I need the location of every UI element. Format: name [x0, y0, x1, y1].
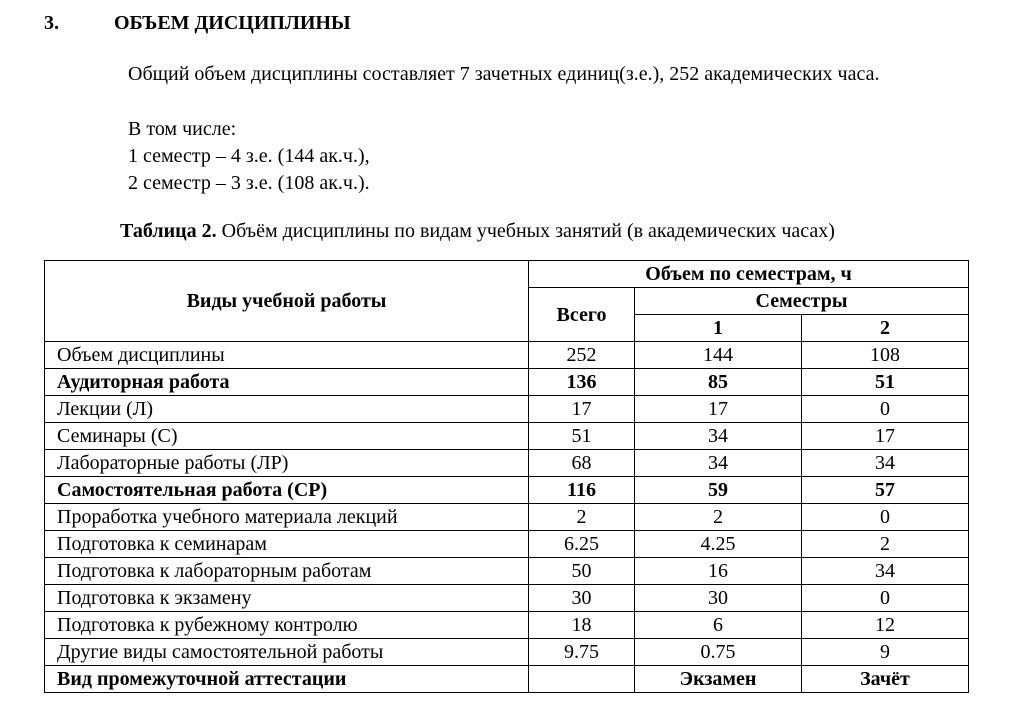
intro-semester-1: 1 семестр – 4 з.е. (144 ак.ч.),: [128, 145, 370, 167]
row-semester-2: Зачёт: [802, 666, 969, 693]
row-total: 136: [529, 369, 635, 396]
row-total: 17: [529, 396, 635, 423]
workload-table: [44, 260, 969, 693]
table-row: [45, 423, 969, 450]
row-semester-1: 0.75: [635, 639, 802, 666]
table-row: [45, 558, 969, 585]
row-total: 252: [529, 342, 635, 369]
row-label: Аудиторная работа: [45, 369, 529, 396]
header-total: Всего: [529, 288, 635, 342]
row-semester-1: 30: [635, 585, 802, 612]
section-heading: [44, 10, 351, 36]
table-row: [45, 396, 969, 423]
row-total: 9.75: [529, 639, 635, 666]
row-semester-2: 0: [802, 585, 969, 612]
row-total: 2: [529, 504, 635, 531]
row-label: Подготовка к лабораторным работам: [45, 558, 529, 585]
section-number: 3.: [44, 12, 59, 34]
row-semester-1: 17: [635, 396, 802, 423]
row-total: 51: [529, 423, 635, 450]
section-title: ОБЪЕМ ДИСЦИПЛИНЫ: [114, 12, 351, 34]
row-semester-2: 34: [802, 558, 969, 585]
row-semester-1: 59: [635, 477, 802, 504]
table-row: [45, 639, 969, 666]
row-semester-2: 12: [802, 612, 969, 639]
row-semester-1: Экзамен: [635, 666, 802, 693]
row-label: Лабораторные работы (ЛР): [45, 450, 529, 477]
row-semester-2: 34: [802, 450, 969, 477]
row-total: 116: [529, 477, 635, 504]
table-row: [45, 450, 969, 477]
row-label: Вид промежуточной аттестации: [45, 666, 529, 693]
row-label: Самостоятельная работа (СР): [45, 477, 529, 504]
row-total: 50: [529, 558, 635, 585]
row-semester-1: 144: [635, 342, 802, 369]
table-row: [45, 342, 969, 369]
row-semester-1: 4.25: [635, 531, 802, 558]
table-row: [45, 531, 969, 558]
row-label: Подготовка к экзамену: [45, 585, 529, 612]
row-semester-1: 16: [635, 558, 802, 585]
row-label: Другие виды самостоятельной работы: [45, 639, 529, 666]
row-label: Подготовка к рубежному контролю: [45, 612, 529, 639]
table-row: [45, 477, 969, 504]
row-semester-1: 6: [635, 612, 802, 639]
table-caption: [120, 217, 835, 245]
row-label: Проработка учебного материала лекций: [45, 504, 529, 531]
intro-semester-2: 2 семестр – 3 з.е. (108 ак.ч.).: [128, 172, 370, 194]
row-semester-2: 0: [802, 504, 969, 531]
row-semester-1: 2: [635, 504, 802, 531]
row-semester-2: 0: [802, 396, 969, 423]
header-work-type: Виды учебной работы: [45, 261, 529, 342]
row-semester-1: 34: [635, 423, 802, 450]
row-total: 30: [529, 585, 635, 612]
row-semester-2: 2: [802, 531, 969, 558]
row-semester-2: 108: [802, 342, 969, 369]
header-volume: Объем по семестрам, ч: [529, 261, 969, 288]
header-semesters: Семестры: [635, 288, 969, 315]
table-row: [45, 612, 969, 639]
row-semester-2: 17: [802, 423, 969, 450]
header-semester-1: 1: [635, 315, 802, 342]
row-label: Лекции (Л): [45, 396, 529, 423]
intro-including: В том числе:: [128, 118, 237, 140]
row-semester-2: 9: [802, 639, 969, 666]
row-semester-1: 85: [635, 369, 802, 396]
row-label: Подготовка к семинарам: [45, 531, 529, 558]
table-row: [45, 369, 969, 396]
row-total: 6.25: [529, 531, 635, 558]
table-row: [45, 666, 969, 693]
header-semester-2: 2: [802, 315, 969, 342]
table-caption-text: Объём дисциплины по видам учебных занятий (в академических часах): [216, 220, 835, 242]
row-total: [529, 666, 635, 693]
row-semester-2: 51: [802, 369, 969, 396]
row-label: Объем дисциплины: [45, 342, 529, 369]
row-semester-2: 57: [802, 477, 969, 504]
table-row: [45, 585, 969, 612]
table-caption-label: Таблица 2.: [120, 220, 217, 242]
row-semester-1: 34: [635, 450, 802, 477]
row-label: Семинары (С): [45, 423, 529, 450]
intro-paragraph: Общий объем дисциплины составляет 7 зачетных единиц(з.е.), 252 академических часа.: [128, 63, 880, 85]
row-total: 68: [529, 450, 635, 477]
row-total: 18: [529, 612, 635, 639]
table-row: [45, 504, 969, 531]
